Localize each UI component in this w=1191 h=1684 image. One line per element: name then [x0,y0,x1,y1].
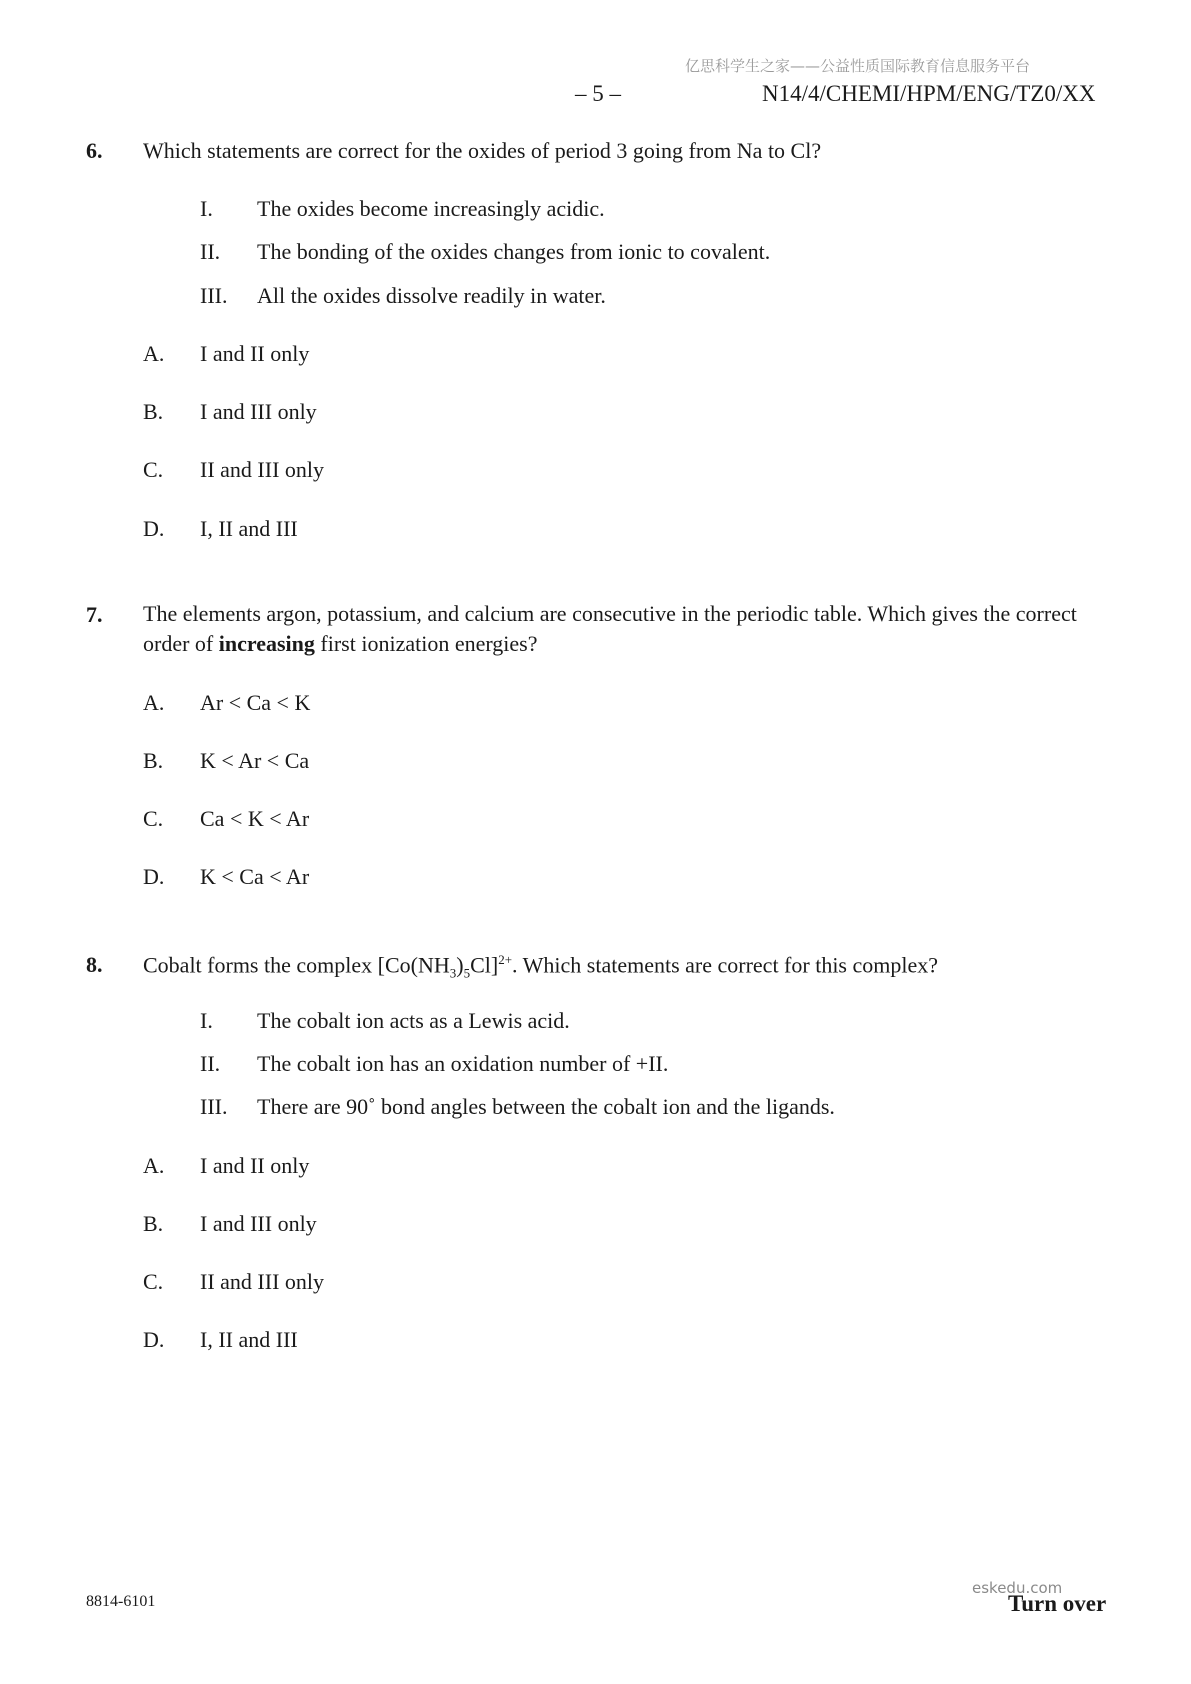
option-letter: D. [143,516,165,541]
option-letter: C. [143,1269,164,1294]
watermark-top: 亿思科学生之家——公益性质国际教育信息服务平台 [685,57,1031,75]
question-stem [143,599,1116,659]
statement-text: The cobalt ion has an oxidation number of +II. [257,1051,669,1076]
option-letter: B. [143,1211,164,1236]
statement-number: III. [200,283,228,308]
option-letter: C. [143,806,164,831]
option-letter: A. [143,1153,165,1178]
option-text: K < Ca < Ar [200,864,310,889]
option-letter: B. [143,399,164,424]
option-text: Ca < K < Ar [200,806,310,831]
question-number: 7. [86,602,103,627]
turn-over-label: Turn over [1008,1591,1107,1616]
statement-number: II. [200,239,221,264]
option-letter: D. [143,1327,165,1352]
paper-code: N14/4/CHEMI/HPM/ENG/TZ0/XX [762,81,1096,106]
option-text: I and III only [200,1211,317,1236]
stem-emphasis: increasing [218,631,315,656]
statement-text: There are 90˚ bond angles between the cobalt ion and the ligands. [257,1094,835,1119]
stem-text: ) [456,952,464,978]
watermark-bottom: eskedu.com [972,1579,1063,1597]
option-letter: A. [143,341,165,366]
option-text: I, II and III [200,516,298,541]
option-text: I and II only [200,341,310,366]
option-letter: A. [143,690,165,715]
question-number: 8. [86,952,103,977]
option-letter: D. [143,864,165,889]
superscript: 2+ [498,952,513,967]
option-text: K < Ar < Ca [200,748,310,773]
statement-text: All the oxides dissolve readily in water. [257,283,606,308]
option-text: I and III only [200,399,317,424]
option-text: Ar < Ca < K [200,690,311,715]
subscript: 3 [449,965,457,981]
option-text: II and III only [200,457,325,482]
statement-number: I. [200,196,213,221]
stem-text: . Which statements are correct for this complex? [512,952,939,978]
question-number: 6. [86,138,103,163]
option-text: I, II and III [200,1327,298,1352]
question-stem [143,952,938,982]
stem-text: Cl] [470,952,499,978]
stem-text: Cobalt forms the complex [Co(NH [143,952,450,978]
subscript: 5 [463,965,471,981]
paper-id: 8814-6101 [86,1593,156,1610]
stem-text: The elements argon, potassium, and calcium are consecutive in the periodic table. Which gives the correct order of [143,601,1077,656]
option-letter: B. [143,748,164,773]
option-letter: C. [143,457,164,482]
statement-text: The oxides become increasingly acidic. [257,196,605,221]
statement-number: III. [200,1094,228,1119]
option-text: II and III only [200,1269,325,1294]
question-stem: Which statements are correct for the oxides of period 3 going from Na to Cl? [143,138,822,163]
stem-text: first ionization energies? [314,631,538,656]
page-number: – 5 – [575,81,621,106]
statement-number: II. [200,1051,221,1076]
statement-text: The cobalt ion acts as a Lewis acid. [257,1008,570,1033]
statement-number: I. [200,1008,213,1033]
statement-text: The bonding of the oxides changes from ionic to covalent. [257,239,771,264]
option-text: I and II only [200,1153,310,1178]
